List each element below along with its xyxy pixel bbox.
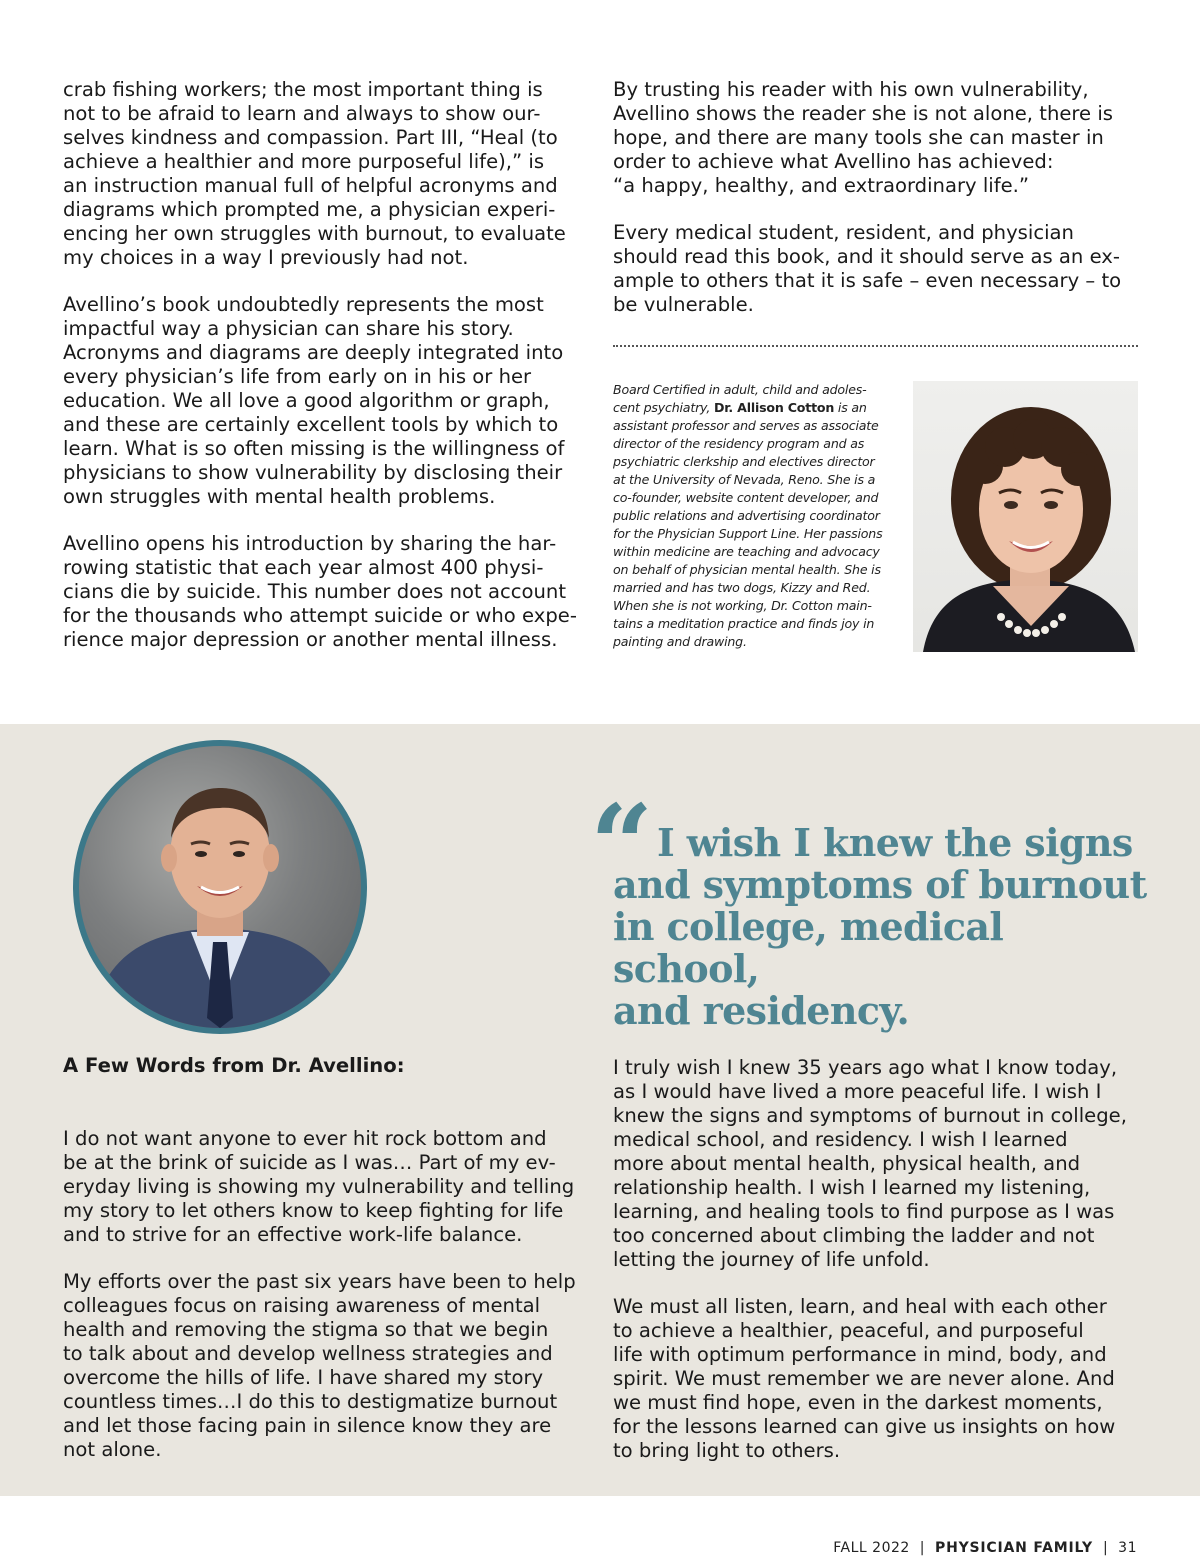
paragraph: We must all listen, learn, and heal with each other to achieve a healthier, peaceful, and purposeful life with optimum performance in mind, body, and spirit. We must remember we are never alone. And we must find hope, even in the darkest moments, for the lessons learned can give us insights on how to bring light to others. [613,1295,1116,1462]
section-divider [613,345,1138,347]
paragraph: By trusting his reader with his own vulnerability, Avellino shows the reader she is not alone, there is hope, and there are many tools she can master in order to achieve what Avellino has achieved: “a happy, healthy, and extraordinary life.” [613,78,1113,197]
pull-quote-rest: and symptoms of burnout in college, medical school, and residency. [613,862,1147,1033]
article-column-top-right [613,78,1143,340]
author-photo [913,381,1138,652]
article-column-bottom-left [63,1127,593,1485]
page-footer [833,1540,1137,1556]
bio-rest: is an assistant professor and serves as associate director of the residency program and as psychiatric clerkship and electives director at the University of Nevada, Reno. She is a co-founder, website content developer, and public relations and advertising coordinator for the Physician Support Line. Her passions within medicine are teaching and advocacy on behalf of physician mental health. She is married and has two dogs, Kizzy and Red. When she is not working, Dr. Cotton main- tains a meditation practice and finds joy in painting and drawing. [613,400,883,649]
footer-separator: | [919,1540,926,1556]
paragraph: I do not want anyone to ever hit rock bottom and be at the brink of suicide as I was… Part of my ev- eryday living is showing my vulnerability and telling my story to let others know to keep fighting for life and to strive for an effective work-life balance. [63,1127,575,1246]
paragraph: Avellino opens his introduction by sharing the har- rowing statistic that each year almost 400 physi- cians die by suicide. This number does not account for the thousands who attempt suicide or who expe- rience major depression or another mental illness. [63,532,577,651]
paragraph: Avellino’s book undoubtedly represents the most impactful way a physician can share his story. Acronyms and diagrams are deeply integrated into every physician’s life from early on in his or her education. We all love a good algorithm or graph, and these are certainly excellent tools by which to learn. What is so often missing is the willingness of physicians to show vulnerability by disclosing their own struggles with mental health problems. [63,293,565,508]
footer-separator: | [1102,1540,1109,1556]
article-column-bottom-right [613,1056,1143,1486]
bio-author-name: Dr. Allison Cotton [713,400,835,415]
footer-issue: FALL 2022 [833,1540,910,1556]
portrait-man-image [79,746,361,1028]
paragraph: crab fishing workers; the most important thing is not to be afraid to learn and always to show our- selves kindness and compassion. Part III, “Heal (to achieve a healthier and more purposeful life),” is an instruction manual full of helpful acronyms and diagrams which prompted me, a physician experi- encing her own struggles with burnout, to evaluate my choices in a way I previously had not. [63,78,566,269]
pull-quote [613,822,1153,1032]
paragraph: Every medical student, resident, and physician should read this book, and it should serve as an ex- ample to others that it is safe – even necessary – to be vulnerable. [613,221,1122,316]
pull-quote-line1: I wish I knew the signs [657,820,1133,865]
paragraph: My efforts over the past six years have been to help colleagues focus on raising awareness of mental health and removing the stigma so that we begin to talk about and develop wellness strategies and overcome the hills of life. I have shared my story countless times…I do this to destigmatize burnout and let those facing pain in silence know they are not alone. [63,1270,576,1461]
avellino-photo [73,740,367,1034]
section-subhead: A Few Words from Dr. Avellino: [63,1054,405,1077]
footer-publication: PHYSICIAN FAMILY [935,1540,1093,1556]
author-bio [613,381,905,651]
paragraph: I truly wish I knew 35 years ago what I know today, as I would have lived a more peaceful life. I wish I knew the signs and symptoms of burnout in college, medical school, and residency. I wish I learned more about mental health, physical health, and relationship health. I wish I learned my listening, learning, and healing tools to find purpose as I was too concerned about climbing the ladder and not letting the journey of life unfold. [613,1056,1127,1271]
bio-intro: Board Certified in adult, child and adoles- cent psychiatry, [613,382,867,415]
quote-mark-icon: “ [590,780,654,909]
portrait-woman-image [913,381,1138,652]
page-number: 31 [1118,1540,1137,1556]
article-column-top-left [63,78,588,675]
